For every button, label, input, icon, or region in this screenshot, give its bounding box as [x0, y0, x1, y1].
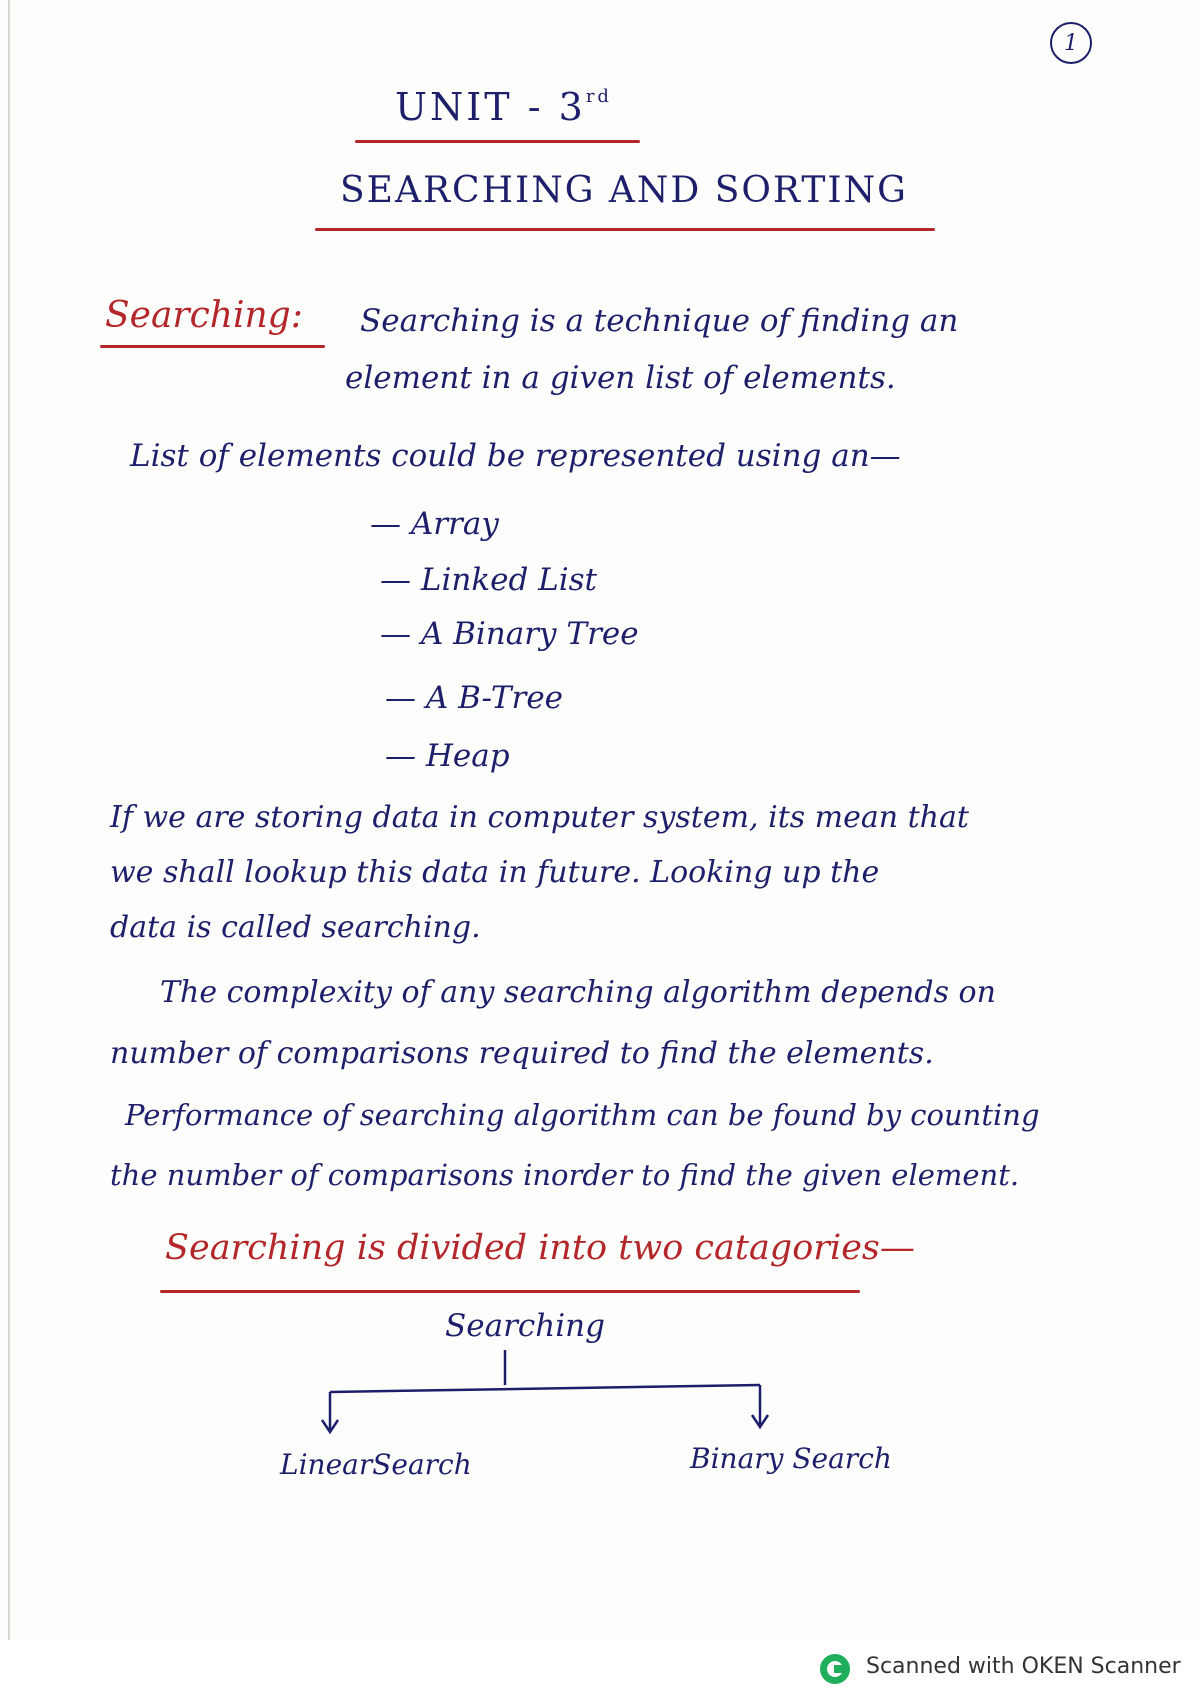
unit-title: UNIT - 3rd	[395, 85, 612, 129]
paragraph-3-line: the number of comparisons inorder to find the given element.	[110, 1158, 1020, 1192]
branch-bar	[330, 1385, 760, 1392]
list-item: — Linked List	[380, 562, 598, 598]
scanner-watermark-text: Scanned with OKEN Scanner	[866, 1654, 1181, 1679]
list-item: — A B-Tree	[385, 680, 564, 716]
tree-root: Searching	[445, 1308, 605, 1344]
paragraph-3-line: Performance of searching algorithm can be found by counting	[125, 1098, 1040, 1132]
paragraph-1-line: we shall lookup this data in future. Looking up the	[110, 855, 880, 890]
oken-logo-icon	[820, 1654, 850, 1684]
scanner-footer	[0, 1640, 1200, 1698]
paragraph-2-line: The complexity of any searching algorithm depends on	[160, 975, 996, 1010]
unit-suffix: rd	[585, 86, 612, 107]
paragraph-2-line: number of comparisons required to find the elements.	[110, 1036, 934, 1071]
list-item: — A Binary Tree	[380, 616, 639, 652]
definition-term: Searching:	[105, 295, 303, 336]
definition-line-1: Searching is a technique of finding an	[360, 303, 959, 339]
topic-title: SEARCHING AND SORTING	[340, 170, 908, 211]
page-number: 1	[1050, 22, 1092, 64]
list-item: — Array	[370, 506, 499, 542]
paragraph-1-line: data is called searching.	[110, 910, 481, 945]
definition-line-2: element in a given list of elements.	[345, 360, 896, 396]
tree-child-binary: Binary Search	[690, 1442, 892, 1475]
categories-heading: Searching is divided into two catagories—	[165, 1228, 915, 1268]
list-item: — Heap	[385, 738, 510, 774]
representation-intro: List of elements could be represented using an—	[130, 438, 901, 474]
paragraph-1-line: If we are storing data in computer system, its mean that	[110, 800, 969, 835]
tree-child-linear: LinearSearch	[280, 1448, 472, 1481]
